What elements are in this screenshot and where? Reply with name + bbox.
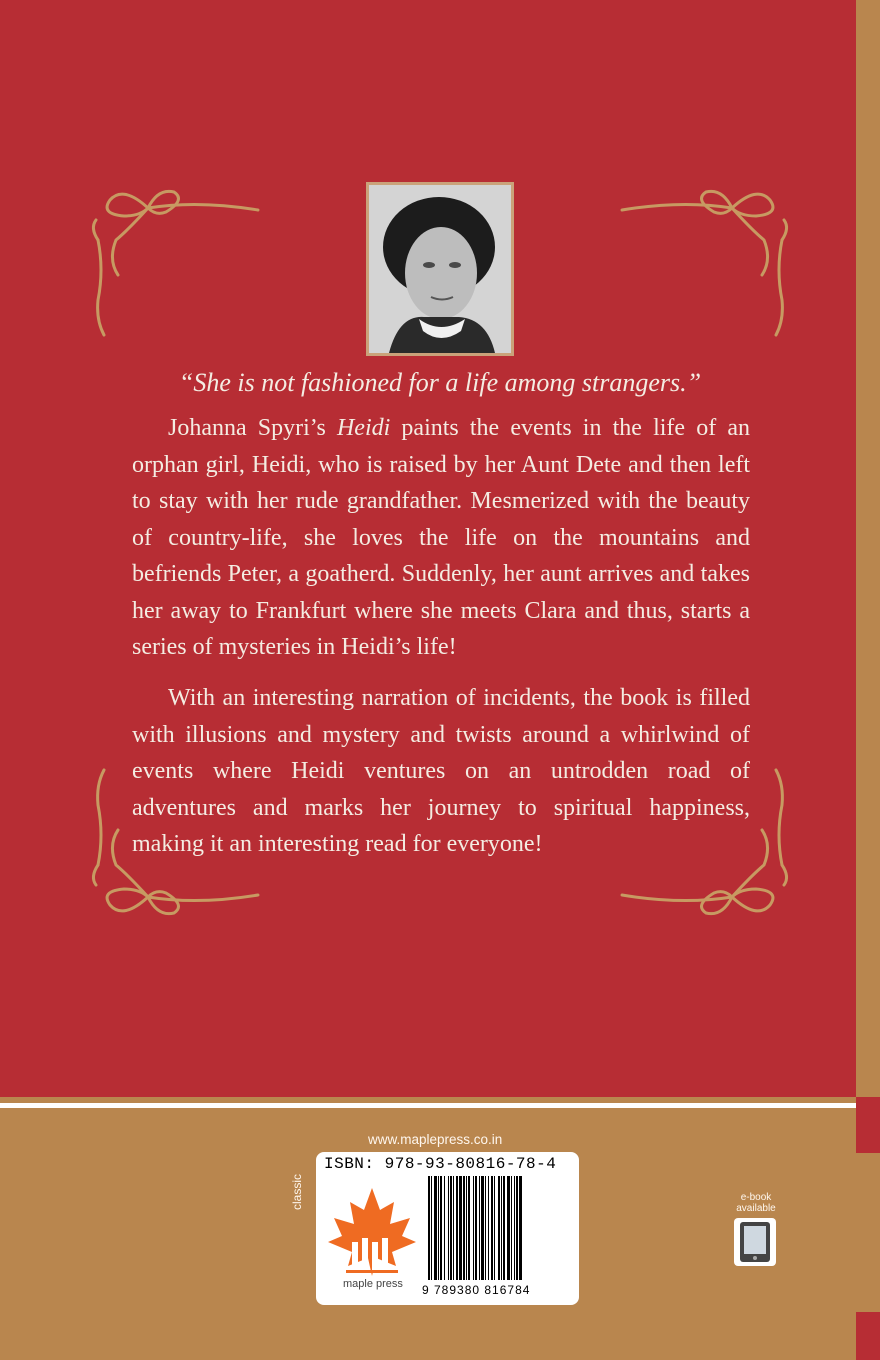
ebook-label: e-book available: [736, 1192, 776, 1214]
barcode: [426, 1176, 572, 1282]
ribbon-ornament-top-left: [88, 180, 263, 340]
portrait-photo: [369, 185, 511, 353]
isbn-label: ISBN: 978-93-80816-78-4: [324, 1155, 557, 1173]
author-portrait: [366, 182, 514, 356]
blurb-text: With an interesting narration of incidents, the book is filled with illusions and mystery and twists around a whirlwind of events where Heidi ventures on an untrodden road of adventures and marks her journey to spiritual happiness, making it an interesting read for everyone!: [132, 685, 750, 857]
spine-accent-top: [856, 1097, 880, 1153]
blurb-text: Johanna Spyri’s: [168, 415, 337, 441]
pull-quote: “She is not fashioned for a life among strangers.”: [178, 368, 702, 397]
barcode-digits: 9 789380 816784: [422, 1283, 531, 1297]
category-label: classic: [290, 1173, 304, 1210]
ereader-icon: [734, 1218, 776, 1266]
blurb-paragraph-1: [132, 410, 750, 666]
blurb-text: paints the events in the life of an orphan girl, Heidi, who is raised by her Aunt Dete and then left to stay with her rude grandfather. Mesmerized with the beauty of country-life, she loves the life on the mountains and befriends Peter, a goatherd. Suddenly, her aunt arrives and takes her away to Frankfurt where she meets Clara and thus, starts a series of mysteries in Heidi’s life!: [132, 415, 750, 660]
book-title: Heidi: [336, 415, 391, 441]
publisher-logo-text: maple press: [343, 1278, 403, 1290]
divider-stripe: [0, 1103, 856, 1108]
blurb-paragraph-2: [132, 680, 750, 863]
publisher-url: www.maplepress.co.in: [368, 1132, 503, 1147]
spine-accent-bottom: [856, 1312, 880, 1360]
spine-edge: [856, 0, 880, 1360]
ribbon-ornament-top-right: [617, 180, 792, 340]
